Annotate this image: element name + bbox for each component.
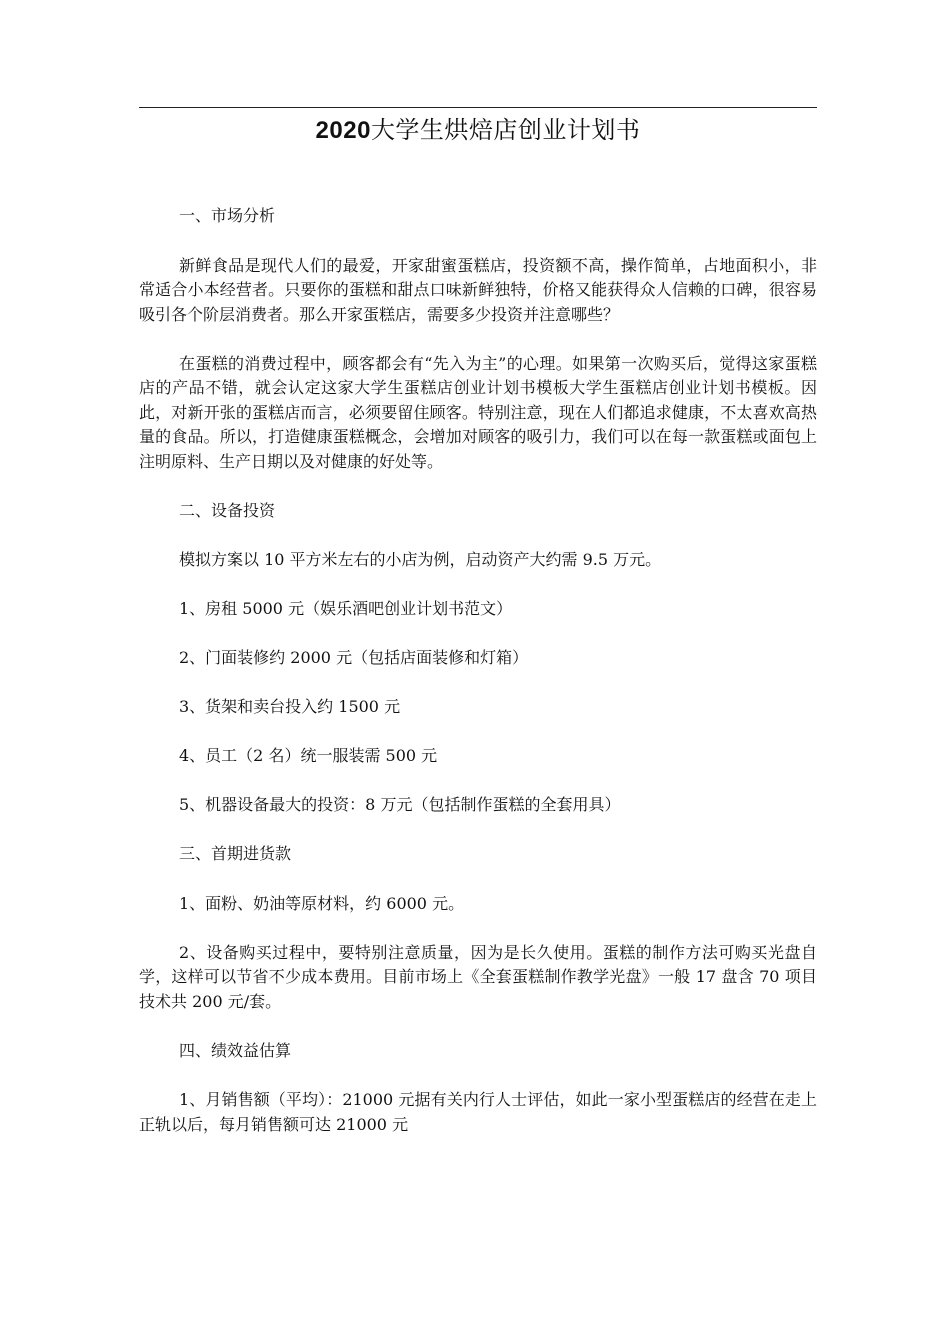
section-heading-equipment-investment: 二、设备投资 (179, 500, 276, 520)
section-heading-benefit-estimate: 四、绩效益估算 (179, 1040, 292, 1060)
list-item-raw-materials: 1、面粉、奶油等原材料，约 6000 元。 (179, 893, 465, 913)
paragraph-market-intro: 新鲜食品是现代人们的最爱，开家甜蜜蛋糕店，投资额不高，操作简单，占地面积小，非常适合小本经营者。只要你的蛋糕和甜点口味新鲜独特，价格又能获得众人信赖的口碑，很容易吸引各个阶层消费者。那么开家蛋糕店，需要多少投资并注意哪些？ (139, 255, 817, 324)
header-rule (139, 107, 817, 108)
paragraph-investment-plan: 模拟方案以 10 平方米左右的小店为例，启动资产大约需 9.5 万元。 (179, 550, 662, 569)
list-item-equipment-quality: 2、设备购买过程中，要特别注意质量，因为是长久使用。蛋糕的制作方法可购买光盘自学，这样可以节省不少成本费用。目前市场上《全套蛋糕制作教学光盘》一般 17 盘含 70 项目技术共 200 元/套。 (139, 942, 817, 1011)
paragraph-customer-psychology: 在蛋糕的消费过程中，顾客都会有“先入为主”的心理。如果第一次购买后，觉得这家蛋糕店的产品不错，就会认定这家大学生蛋糕店创业计划书模板大学生蛋糕店创业计划书模板。因此，对新开张的蛋糕店而言，必须要留住顾客。特别注意，现在人们都追求健康，不太喜欢高热量的食品。所以，打造健康蛋糕概念，会增加对顾客的吸引力，我们可以在每一款蛋糕或面包上注明原料、生产日期以及对健康的好处等。 (139, 353, 817, 471)
document-body (139, 204, 817, 1162)
list-item-machines: 5、机器设备最大的投资：8 万元（包括制作蛋糕的全套用具） (179, 795, 621, 814)
list-item-monthly-sales: 1、月销售额（平均）：21000 元据有关内行人士评估，如此一家小型蛋糕店的经营在走上正轨以后，每月销售额可达 21000 元 (139, 1090, 817, 1134)
section-heading-market-analysis: 一、市场分析 (179, 206, 276, 225)
section-heading-initial-stock: 三、首期进货款 (179, 844, 292, 863)
list-item-uniforms: 4、员工（2 名）统一服装需 500 元 (179, 746, 438, 765)
list-item-shelves: 3、货架和卖台投入约 1500 元 (179, 697, 401, 716)
list-item-rent: 1、房租 5000 元（娱乐酒吧创业计划书范文） (179, 599, 513, 618)
list-item-decoration: 2、门面装修约 2000 元（包括店面装修和灯箱） (179, 648, 529, 667)
title-year: 2020 (315, 117, 371, 144)
title-text: 大学生烘焙店创业计划书 (370, 116, 641, 144)
document-title (139, 112, 817, 149)
